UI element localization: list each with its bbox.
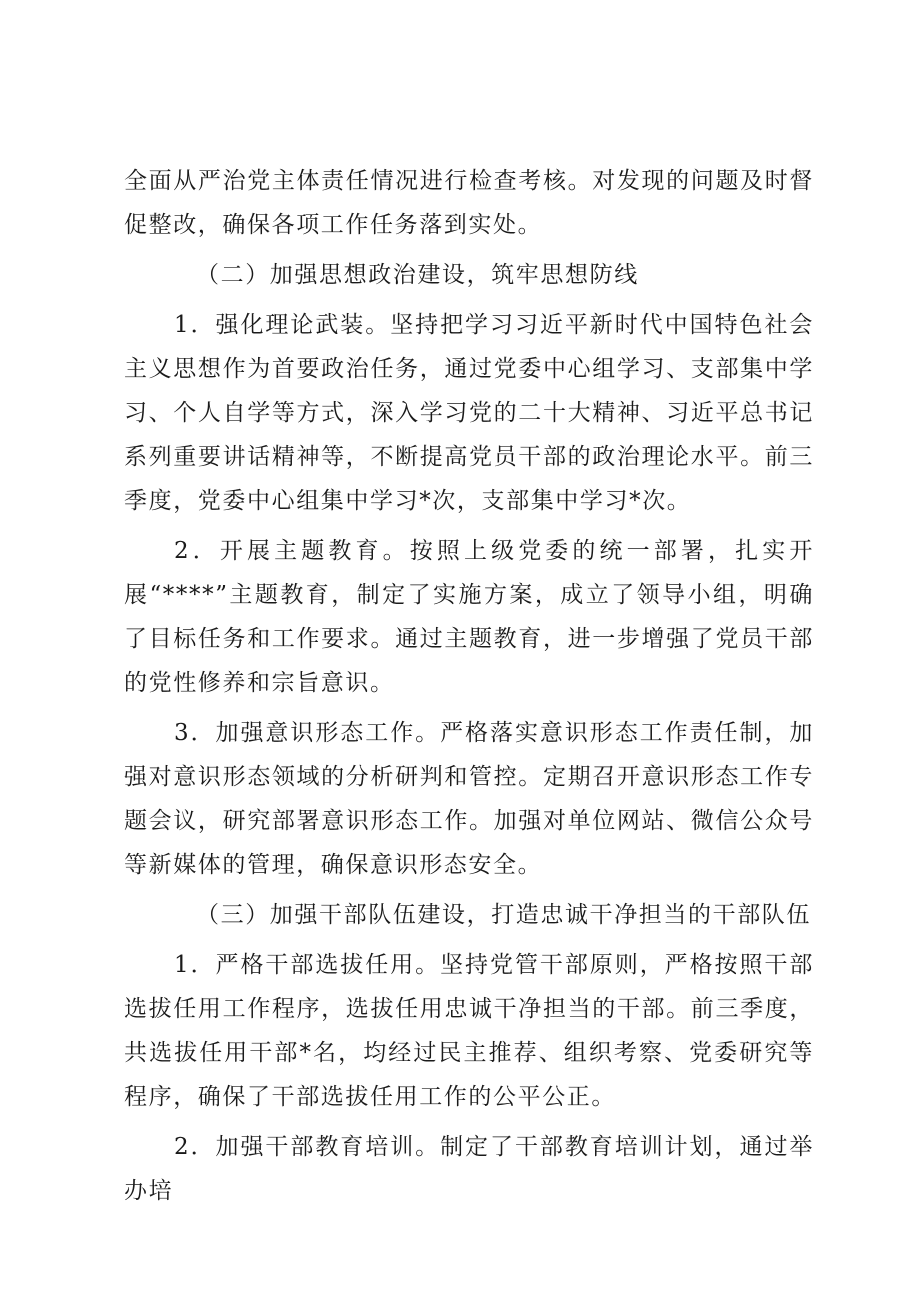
- document-body: [124, 159, 814, 1219]
- item-theme-education: 2．开展主题教育。按照上级党委的统一部署，扎实开展“****”主题教育，制定了实施方案，成立了领导小组，明确了目标任务和工作要求。通过主题教育，进一步增强了党员干部的党性修养和宗旨意识。: [124, 538, 814, 696]
- section-heading-2: （二）加强思想政治建设，筑牢思想防线: [196, 262, 639, 288]
- item-cadre-training: 2．加强干部教育培训。制定了干部教育培训计划，通过举办培: [124, 1134, 814, 1204]
- item-ideology-work: 3．加强意识形态工作。严格落实意识形态工作责任制，加强对意识形态领域的分析研判和管控。定期召开意识形态工作专题会议，研究部署意识形态工作。加强对单位网站、微信公众号等新媒体的管理，确保意识形态安全。: [124, 720, 814, 878]
- item-theory-study: 1．强化理论武装。坚持把学习习近平新时代中国特色社会主义思想作为首要政治任务，通过党委中心组学习、支部集中学习、个人自学等方式，深入学习党的二十大精神、习近平总书记系列重要讲话精神等，不断提高党员干部的政治理论水平。前三季度，党委中心组集中学习*次，支部集中学习*次。: [124, 312, 814, 514]
- body-paragraph-continuation: 全面从严治党主体责任情况进行检查考核。对发现的问题及时督促整改，确保各项工作任务落到实处。: [124, 168, 814, 238]
- section-heading-3: （三）加强干部队伍建设，打造忠诚干净担当的干部队伍: [196, 902, 811, 928]
- item-cadre-selection: 1．严格干部选拔任用。坚持党管干部原则，严格按照干部选拔任用工作程序，选拔任用忠诚干净担当的干部。前三季度，共选拔任用干部*名，均经过民主推荐、组织考察、党委研究等程序，确保了干部选拔任用工作的公平公正。: [124, 952, 814, 1110]
